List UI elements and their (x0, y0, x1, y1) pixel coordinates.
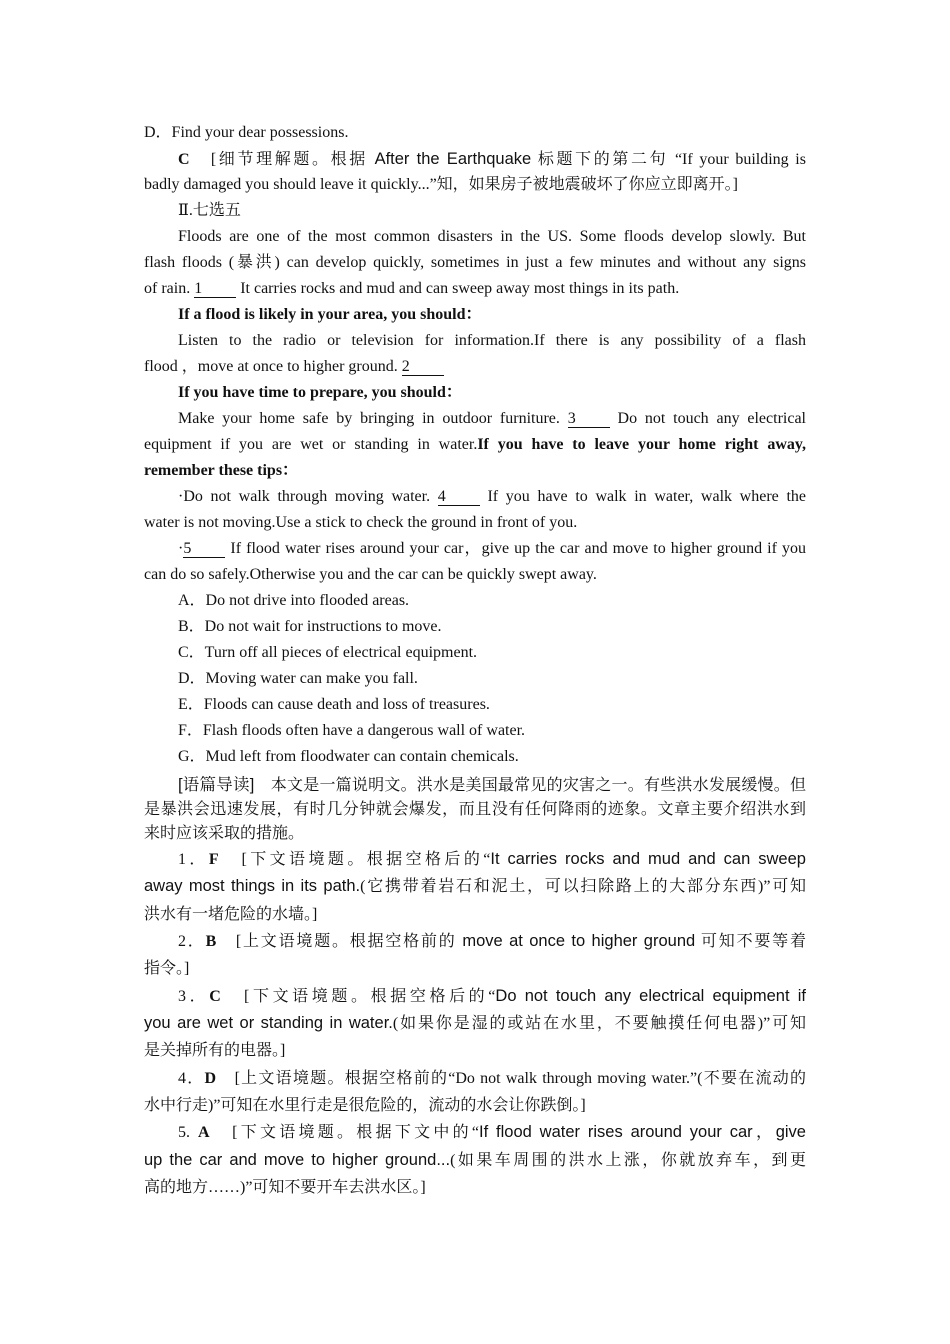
passage-bold-text: If you have to leave your home right away, (477, 436, 806, 453)
option-g: G．Mud left from floodwater can contain chemicals. (178, 748, 519, 765)
answer-letter: F (208, 851, 219, 868)
main-content (144, 120, 806, 770)
guide-line-3: 来时应该采取的措施。 (144, 825, 305, 842)
answer-text: 可知不要等着 (695, 932, 806, 950)
option-f: F．Flash floods often have a dangerous wall of water. (178, 722, 526, 739)
answer-2-line-2: 指令。] (144, 960, 190, 978)
answer-quote: If flood water rises around your car，give (479, 1123, 806, 1142)
tip-1-line-2: water is not moving.Use a stick to check the ground in front of you. (144, 514, 578, 531)
answer-number: 4． (178, 1069, 205, 1087)
guide-line-1 (144, 773, 806, 798)
previous-explanation-text: [细节理解题。根据 (189, 151, 375, 168)
passage-text: If flood water rises around your car，give up the car and move to higher ground if you (225, 540, 806, 557)
blank-4: 4 (438, 488, 480, 506)
passage-text: equipment if you are wet or standing in water. (144, 436, 478, 453)
passage-text: ·Do not walk through moving water. (178, 488, 438, 505)
passage-intro-line-2: flash floods (暴洪) can develop quickly, sometimes in just a few minutes and without any signs (144, 254, 806, 271)
answer-quote: It carries rocks and mud and can sweep (490, 850, 806, 868)
answer-quote: move at once to higher ground (462, 931, 696, 950)
answer-5-line-1 (144, 1119, 806, 1146)
previous-explanation-text: 标题下的第二句 “If your building is (531, 151, 806, 168)
guide-text: 本文是一篇说明文。洪水是美国最常见的灾害之一。有些洪水发展缓慢。但 (254, 777, 806, 794)
previous-answer-line-1 (144, 146, 806, 172)
answer-1-line-3: 洪水有一堵危险的水墙。] (144, 905, 318, 923)
answer-4-line-2: 水中行走)”可知在水里行走是很危险的，流动的水会让你跌倒。] (144, 1096, 586, 1114)
passage-guide (144, 773, 806, 847)
answer-2-line-1 (144, 928, 806, 955)
heading-flood-likely: If a flood is likely in your area, you should： (178, 306, 482, 323)
passage-text: It carries rocks and mud and can sweep away most things in its path. (236, 280, 680, 297)
answer-letter: A (198, 1124, 210, 1142)
blank-3: 3 (568, 410, 610, 428)
answer-number: 3． (178, 987, 210, 1005)
blank-2: 2 (402, 358, 444, 376)
passage-listen-line-1: Listen to the radio or television for information.If there is any possibility of a flash (178, 332, 806, 349)
answer-3-line-3: 是关掉所有的电器。] (144, 1042, 286, 1060)
option-e: E．Floods can cause death and loss of treasures. (178, 696, 490, 713)
passage-text: flood ，move at once to higher ground. (144, 358, 402, 375)
answer-1-line-2 (144, 873, 806, 900)
answer-3-line-1 (144, 983, 806, 1010)
answer-quote: up the car and move to higher ground... (144, 1150, 451, 1169)
answer-text: [下文语境题。根据空格后的“ (220, 987, 496, 1005)
previous-explanation-title: After the Earthquake (374, 150, 532, 168)
answer-text: [下文语境题。根据下文中的“ (209, 1124, 480, 1142)
blank-1: 1 (194, 280, 236, 298)
blank-5: 5 (183, 540, 225, 558)
answer-4-line-1 (144, 1065, 806, 1092)
passage-text: Do not touch any electrical (609, 410, 807, 427)
heading-time-to-prepare: If you have time to prepare, you should： (178, 384, 462, 401)
passage-prepare-line-2 (144, 432, 806, 458)
answer-text: (如果你是湿的或站在水里，不要触摸任何电器)”可知 (392, 1014, 806, 1032)
answer-letter: C (209, 987, 221, 1005)
answer-text: [上文语境题。根据空格前的“Do not walk through moving water.”(不要在流动的 (216, 1069, 806, 1087)
answer-letter: D (204, 1069, 217, 1087)
answer-text: [上文语境题。根据空格前的 (216, 932, 463, 950)
answer-quote: Do not touch any electrical equipment if (495, 986, 806, 1005)
tip-1-line-1 (144, 484, 806, 510)
answer-number: 5. (178, 1124, 190, 1142)
passage-intro-line-1: Floods are one of the most common disasters in the US. Some floods develop slowly. But (178, 228, 806, 245)
bullet: · (178, 540, 184, 557)
answer-number: 1． (178, 851, 209, 868)
answer-letter: B (205, 932, 217, 950)
answer-text: [下文语境题。根据空格后的“ (218, 851, 491, 868)
option-b: B．Do not wait for instructions to move. (178, 618, 442, 635)
answer-1-line-1 (144, 846, 806, 873)
answer-quote: you are wet or standing in water. (144, 1013, 393, 1032)
passage-prepare-line-1 (144, 406, 806, 432)
option-c: C．Turn off all pieces of electrical equipment. (178, 644, 478, 661)
passage-text: If you have to walk in water, walk where the (479, 488, 806, 505)
answer-5-line-3: 高的地方……)”可知不要开车去洪水区。] (144, 1178, 426, 1196)
passage-prepare-line-3: remember these tips： (144, 462, 299, 479)
previous-answer-line-2: badly damaged you should leave it quickly...”知，如果房子被地震破坏了你应立即离开。] (144, 176, 738, 193)
passage-text: of rain. (144, 280, 195, 297)
tip-2-line-1 (144, 536, 806, 562)
passage-text: Make your home safe by bringing in outdoor furniture. (178, 410, 568, 427)
previous-option-d: D．Find your dear possessions. (144, 124, 349, 141)
previous-answer-letter: C (178, 151, 190, 168)
answer-text: (它携带着岩石和泥土，可以扫除路上的大部分东西)”可知 (360, 878, 806, 896)
answer-number: 2． (178, 932, 206, 950)
answer-3-line-2 (144, 1010, 806, 1037)
guide-line-2: 是暴洪会迅速发展，有时几分钟就会爆发，而且没有任何降雨的迹象。文章主要介绍洪水到 (144, 800, 806, 818)
answer-5-line-2 (144, 1147, 806, 1174)
tip-2-line-2: can do so safely.Otherwise you and the car can be quickly swept away. (144, 566, 597, 583)
answer-quote: away most things in its path. (144, 877, 361, 896)
answer-text: (如果车周围的洪水上涨，你就放弃车，到更 (450, 1151, 806, 1169)
passage-intro-line-3 (144, 276, 806, 302)
option-d: D．Moving water can make you fall. (178, 670, 418, 687)
guide-label: [语篇导读] (178, 776, 255, 794)
passage-listen-line-2 (144, 354, 806, 380)
section-title: Ⅱ.七选五 (178, 202, 241, 219)
answer-explanations (144, 846, 806, 1201)
option-a: A．Do not drive into flooded areas. (178, 592, 410, 609)
